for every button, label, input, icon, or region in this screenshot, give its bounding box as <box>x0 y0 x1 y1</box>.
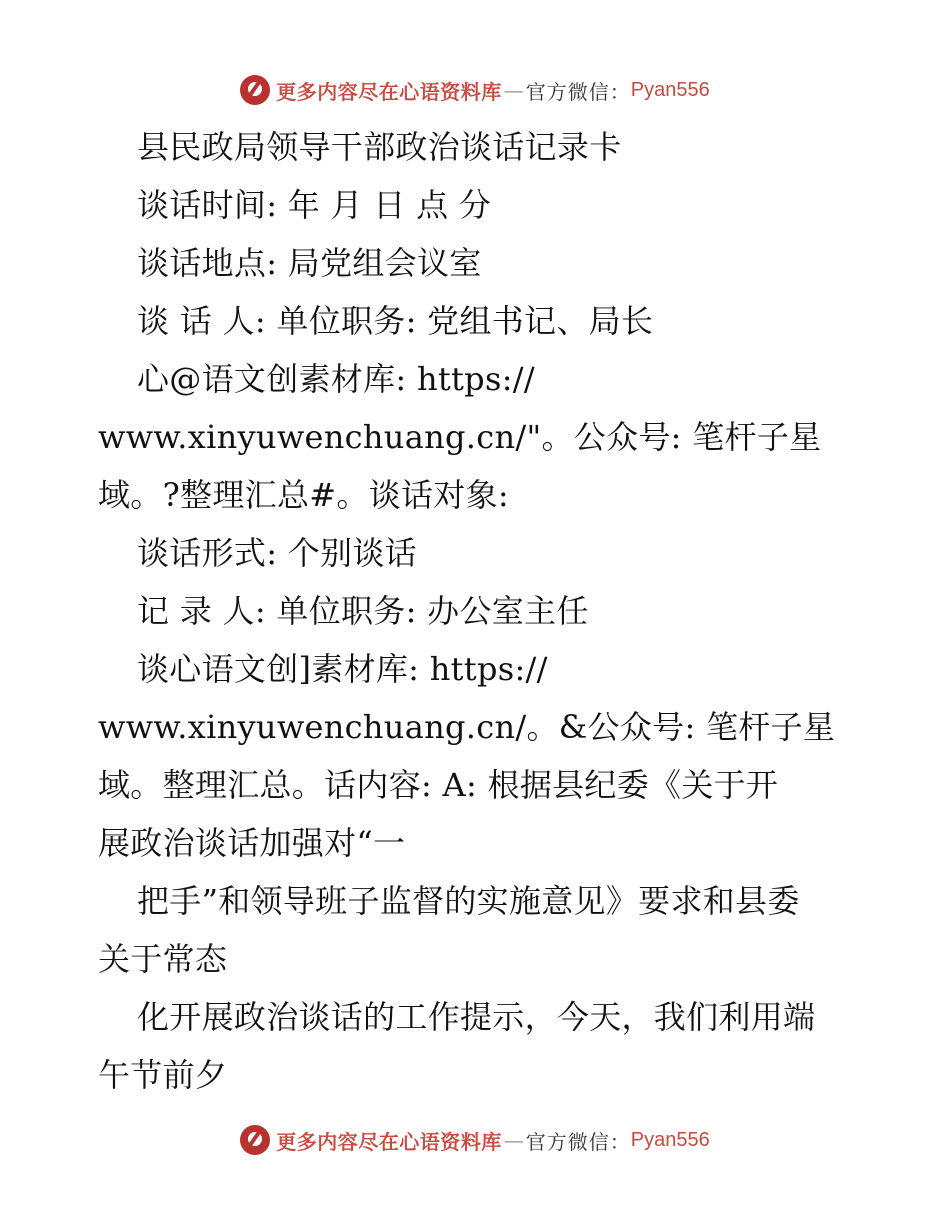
resource-line-3: 谈心语文创]素材库: https:// <box>137 650 548 688</box>
watermark-footer <box>0 1120 950 1160</box>
watermark-left-text: 更多内容尽在心语资料库 <box>276 79 502 104</box>
watermark-dash: — <box>503 1128 524 1152</box>
talk-subject-line: 域。?整理汇总#。谈话对象: <box>98 476 509 514</box>
resource-line-4: www.xinyuwenchuang.cn/。&公众号: 笔杆子星 <box>98 708 836 746</box>
talk-content-line-5: 化开展政治谈话的工作提示，今天，我们利用端 <box>137 998 816 1036</box>
talker-line: 谈 话 人: 单位职务: 党组书记、局长 <box>137 302 654 340</box>
talk-content-line-3: 把手”和领导班子监督的实施意见》要求和县委 <box>137 882 800 920</box>
talk-time-line: 谈话时间: 年 月 日 点 分 <box>137 186 492 224</box>
resource-line-2: www.xinyuwenchuang.cn/"。公众号: 笔杆子星 <box>98 418 822 456</box>
watermark-wechat-id: Pyan556 <box>630 78 710 101</box>
talk-form-line: 谈话形式: 个别谈话 <box>137 534 417 572</box>
talk-location-line: 谈话地点: 局党组会议室 <box>137 244 482 282</box>
talk-content-line-1: 域。整理汇总。话内容: A: 根据县纪委《关于开 <box>98 766 779 804</box>
watermark-left-text: 更多内容尽在心语资料库 <box>276 1129 502 1154</box>
document-title: 县民政局领导干部政治谈话记录卡 <box>137 128 622 166</box>
watermark-dash: — <box>503 78 524 102</box>
talk-content-line-2: 展政治谈话加强对“一 <box>98 824 406 862</box>
watermark-right-text: 官方微信： <box>525 79 631 104</box>
watermark-wechat-id: Pyan556 <box>630 1128 710 1151</box>
talk-content-line-6: 午节前夕 <box>98 1056 228 1094</box>
watermark-right-text: 官方微信： <box>525 1129 631 1154</box>
resource-line-1: 心@语文创素材库: https:// <box>137 360 535 398</box>
recorder-line: 记 录 人: 单位职务: 办公室主任 <box>137 592 589 630</box>
talk-content-line-4: 关于常态 <box>98 940 228 978</box>
pen-circle-logo-icon <box>240 1125 270 1155</box>
